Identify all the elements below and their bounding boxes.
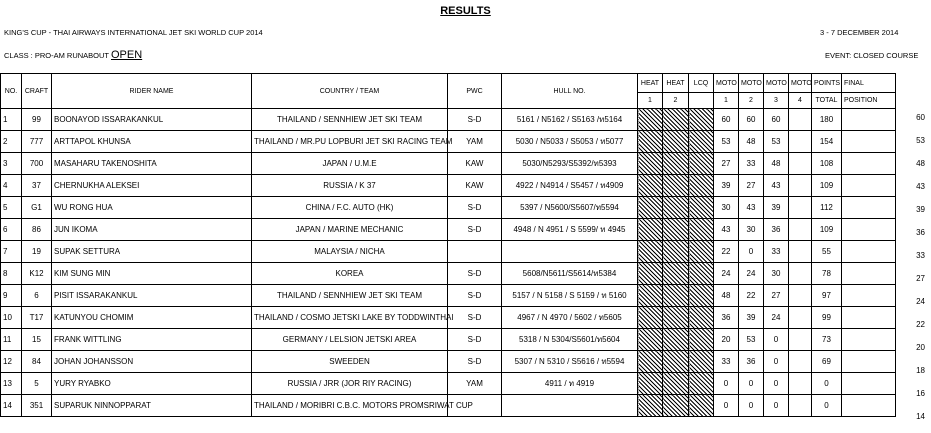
- row-lcq: [689, 351, 714, 373]
- header-moto-4: MOTO: [789, 74, 812, 93]
- row-heat-2: [663, 307, 689, 329]
- row-final-position: [842, 307, 896, 329]
- row-country: MALAYSIA / NICHA: [252, 241, 448, 263]
- row-moto-3: 0: [764, 351, 789, 373]
- row-heat-2: [663, 219, 689, 241]
- table-row: [1, 329, 896, 351]
- row-hull: 4948 / N 4951 / S 5599/ ท 4945: [502, 219, 638, 241]
- row-no: 13: [1, 373, 22, 395]
- row-moto-3: 0: [764, 373, 789, 395]
- row-moto-2: 33: [739, 153, 764, 175]
- row-moto-4: [789, 351, 812, 373]
- row-final-position: [842, 395, 896, 417]
- final-position-value: 43: [916, 182, 925, 191]
- row-heat-2: [663, 175, 689, 197]
- row-country: CHINA / F.C. AUTO (HK): [252, 197, 448, 219]
- row-rider: PISIT ISSARAKANKUL: [52, 285, 252, 307]
- row-rider: CHERNUKHA ALEKSEI: [52, 175, 252, 197]
- row-pwc: S-D: [448, 109, 502, 131]
- row-pwc: S-D: [448, 307, 502, 329]
- row-hull: 5030 / N5033 / S5053 / ท5077: [502, 131, 638, 153]
- row-moto-2: 30: [739, 219, 764, 241]
- row-moto-3: 53: [764, 131, 789, 153]
- row-moto-3: 33: [764, 241, 789, 263]
- row-final-position: [842, 329, 896, 351]
- row-hull: 5608/N5611/S5614/ท5384: [502, 263, 638, 285]
- row-total: 109: [812, 219, 842, 241]
- row-heat-1: [638, 263, 663, 285]
- subheader-moto-1: 1: [714, 93, 739, 109]
- row-moto-2: 53: [739, 329, 764, 351]
- row-hull: 5397 / N5600/S5607/ท5594: [502, 197, 638, 219]
- subheader-heat-1: 1: [638, 93, 663, 109]
- row-total: 0: [812, 395, 842, 417]
- row-country: THAILAND / SENNHIEW JET SKI TEAM: [252, 109, 448, 131]
- row-moto-2: 22: [739, 285, 764, 307]
- table-row: [1, 351, 896, 373]
- subheader-moto-3: 3: [764, 93, 789, 109]
- row-moto-3: 48: [764, 153, 789, 175]
- row-rider: YURY RYABKO: [52, 373, 252, 395]
- row-moto-2: 0: [739, 395, 764, 417]
- row-no: 3: [1, 153, 22, 175]
- event-name: KING'S CUP - THAI AIRWAYS INTERNATIONAL JET SKI WORLD CUP 2014: [4, 28, 263, 37]
- row-moto-1: 39: [714, 175, 739, 197]
- row-heat-2: [663, 351, 689, 373]
- row-moto-2: 24: [739, 263, 764, 285]
- row-heat-2: [663, 153, 689, 175]
- row-rider: KIM SUNG MIN: [52, 263, 252, 285]
- row-pwc: YAM: [448, 373, 502, 395]
- row-final-position: [842, 373, 896, 395]
- row-lcq: [689, 153, 714, 175]
- row-rider: BOONAYOD ISSARAKANKUL: [52, 109, 252, 131]
- header-row: [1, 74, 896, 93]
- row-lcq: [689, 285, 714, 307]
- row-moto-4: [789, 197, 812, 219]
- row-no: 5: [1, 197, 22, 219]
- header-country: COUNTRY / TEAM: [252, 74, 448, 109]
- row-heat-2: [663, 131, 689, 153]
- table-row: [1, 175, 896, 197]
- row-country: JAPAN / MARINE MECHANIC: [252, 219, 448, 241]
- row-moto-2: 60: [739, 109, 764, 131]
- row-craft: 86: [22, 219, 52, 241]
- row-final-position: [842, 109, 896, 131]
- row-pwc: YAM: [448, 131, 502, 153]
- table-row: [1, 219, 896, 241]
- final-position-value: 33: [916, 251, 925, 260]
- row-moto-2: 39: [739, 307, 764, 329]
- final-position-value: 48: [916, 159, 925, 168]
- row-no: 8: [1, 263, 22, 285]
- row-no: 12: [1, 351, 22, 373]
- row-total: 97: [812, 285, 842, 307]
- header-points: POINTS: [812, 74, 842, 93]
- row-moto-2: 0: [739, 241, 764, 263]
- header-lcq: LCQ: [689, 74, 714, 93]
- row-heat-1: [638, 131, 663, 153]
- subheader-total: TOTAL: [812, 93, 842, 109]
- row-total: 55: [812, 241, 842, 263]
- header-moto-3: MOTO: [764, 74, 789, 93]
- final-position-value: 53: [916, 136, 925, 145]
- table-row: [1, 285, 896, 307]
- row-pwc: S-D: [448, 329, 502, 351]
- final-position-value: 27: [916, 274, 925, 283]
- row-hull: 5161 / N5162 / S5163 /ท5164: [502, 109, 638, 131]
- row-lcq: [689, 109, 714, 131]
- final-position-value: 18: [916, 366, 925, 375]
- row-moto-2: 36: [739, 351, 764, 373]
- row-country: RUSSIA / JRR (JOR RIY RACING): [252, 373, 448, 395]
- subheader-heat-2: 2: [663, 93, 689, 109]
- row-craft: 700: [22, 153, 52, 175]
- row-hull: 5318 / N 5304/S5601/ท5604: [502, 329, 638, 351]
- table-row: [1, 197, 896, 219]
- final-position-value: 22: [916, 320, 925, 329]
- header-craft: CRAFT: [22, 74, 52, 109]
- row-moto-2: 48: [739, 131, 764, 153]
- row-heat-1: [638, 351, 663, 373]
- final-position-value: 36: [916, 228, 925, 237]
- row-moto-1: 36: [714, 307, 739, 329]
- row-no: 10: [1, 307, 22, 329]
- row-heat-2: [663, 373, 689, 395]
- row-final-position: [842, 219, 896, 241]
- row-rider: SUPAK SETTURA: [52, 241, 252, 263]
- row-hull: [502, 241, 638, 263]
- row-moto-2: 0: [739, 373, 764, 395]
- row-pwc: S-D: [448, 285, 502, 307]
- row-moto-1: 22: [714, 241, 739, 263]
- row-total: 0: [812, 373, 842, 395]
- row-pwc: S-D: [448, 197, 502, 219]
- row-craft: 19: [22, 241, 52, 263]
- row-lcq: [689, 373, 714, 395]
- event-type: EVENT: CLOSED COURSE: [825, 51, 919, 60]
- final-position-value: 39: [916, 205, 925, 214]
- row-craft: K12: [22, 263, 52, 285]
- row-total: 112: [812, 197, 842, 219]
- row-lcq: [689, 395, 714, 417]
- row-lcq: [689, 307, 714, 329]
- row-heat-1: [638, 241, 663, 263]
- row-no: 6: [1, 219, 22, 241]
- row-heat-1: [638, 197, 663, 219]
- row-moto-3: 39: [764, 197, 789, 219]
- row-heat-2: [663, 395, 689, 417]
- row-moto-3: 27: [764, 285, 789, 307]
- row-country: THAILAND / MR.PU LOPBURI JET SKI RACING TEAM: [252, 131, 448, 153]
- row-rider: ARTTAPOL KHUNSA: [52, 131, 252, 153]
- table-row: [1, 373, 896, 395]
- row-lcq: [689, 175, 714, 197]
- row-final-position: [842, 263, 896, 285]
- row-moto-4: [789, 109, 812, 131]
- page-title: RESULTS: [440, 5, 491, 17]
- row-lcq: [689, 219, 714, 241]
- row-total: 73: [812, 329, 842, 351]
- header-moto-2: MOTO: [739, 74, 764, 93]
- class-value: OPEN: [110, 49, 143, 61]
- row-moto-2: 43: [739, 197, 764, 219]
- row-moto-4: [789, 329, 812, 351]
- row-heat-2: [663, 109, 689, 131]
- row-final-position: [842, 285, 896, 307]
- row-moto-4: [789, 285, 812, 307]
- row-lcq: [689, 197, 714, 219]
- row-rider: SUPARUK NINNOPPARAT: [52, 395, 252, 417]
- final-position-value: 20: [916, 343, 925, 352]
- row-heat-2: [663, 329, 689, 351]
- row-moto-4: [789, 131, 812, 153]
- row-moto-1: 30: [714, 197, 739, 219]
- row-moto-1: 60: [714, 109, 739, 131]
- row-craft: 84: [22, 351, 52, 373]
- row-moto-4: [789, 307, 812, 329]
- row-hull: 4967 / N 4970 / 5602 / ท5605: [502, 307, 638, 329]
- row-rider: JUN IKOMA: [52, 219, 252, 241]
- row-total: 99: [812, 307, 842, 329]
- row-moto-1: 43: [714, 219, 739, 241]
- row-hull: 5157 / N 5158 / S 5159 / ท 5160: [502, 285, 638, 307]
- row-pwc: KAW: [448, 175, 502, 197]
- row-no: 11: [1, 329, 22, 351]
- row-heat-1: [638, 307, 663, 329]
- row-country: SWEEDEN: [252, 351, 448, 373]
- header-heat-2: HEAT: [663, 74, 689, 93]
- final-position-column: [895, 106, 925, 428]
- row-moto-3: 43: [764, 175, 789, 197]
- row-moto-3: 0: [764, 395, 789, 417]
- table-row: [1, 241, 896, 263]
- row-lcq: [689, 329, 714, 351]
- subheader-moto-2: 2: [739, 93, 764, 109]
- row-moto-4: [789, 153, 812, 175]
- row-rider: KATUNYOU CHOMIM: [52, 307, 252, 329]
- row-country: JAPAN / U.M.E: [252, 153, 448, 175]
- row-pwc: S-D: [448, 219, 502, 241]
- row-rider: MASAHARU TAKENOSHITA: [52, 153, 252, 175]
- row-moto-1: 20: [714, 329, 739, 351]
- row-moto-3: 0: [764, 329, 789, 351]
- row-no: 7: [1, 241, 22, 263]
- header-no: NO.: [1, 74, 22, 109]
- row-heat-1: [638, 395, 663, 417]
- row-no: 2: [1, 131, 22, 153]
- row-moto-4: [789, 219, 812, 241]
- row-craft: 37: [22, 175, 52, 197]
- row-total: 108: [812, 153, 842, 175]
- results-table: [0, 73, 896, 417]
- table-row: [1, 395, 896, 417]
- row-heat-2: [663, 285, 689, 307]
- row-country: KOREA: [252, 263, 448, 285]
- row-moto-1: 27: [714, 153, 739, 175]
- row-heat-1: [638, 175, 663, 197]
- row-craft: T17: [22, 307, 52, 329]
- event-date: 3 - 7 DECEMBER 2014: [820, 28, 899, 37]
- header-heat-1: HEAT: [638, 74, 663, 93]
- subheader-position: POSITION: [842, 93, 896, 109]
- row-hull: 5307 / N 5310 / S5616 / ท5594: [502, 351, 638, 373]
- row-rider: JOHAN JOHANSSON: [52, 351, 252, 373]
- row-heat-2: [663, 241, 689, 263]
- row-moto-3: 60: [764, 109, 789, 131]
- row-craft: G1: [22, 197, 52, 219]
- row-lcq: [689, 241, 714, 263]
- row-final-position: [842, 175, 896, 197]
- row-country: THAILAND / SENNHIEW JET SKI TEAM: [252, 285, 448, 307]
- final-position-value: 24: [916, 297, 925, 306]
- class-label: [4, 49, 142, 61]
- class-label-text: CLASS : PRO-AM RUNABOUT: [4, 51, 109, 60]
- subheader-lcq: [689, 93, 714, 109]
- row-moto-3: 30: [764, 263, 789, 285]
- row-moto-1: 0: [714, 395, 739, 417]
- row-hull: 5030/N5293/S5392/ท5393: [502, 153, 638, 175]
- row-country: THAILAND / MORIBRI C.B.C. MOTORS PROMSRIWAT CUP: [252, 395, 448, 417]
- final-position-value: 16: [916, 389, 925, 398]
- row-total: 78: [812, 263, 842, 285]
- row-moto-1: 53: [714, 131, 739, 153]
- row-total: 154: [812, 131, 842, 153]
- row-no: 14: [1, 395, 22, 417]
- row-pwc: S-D: [448, 351, 502, 373]
- row-country: GERMANY / LELSION JETSKI AREA: [252, 329, 448, 351]
- row-moto-3: 24: [764, 307, 789, 329]
- row-craft: 99: [22, 109, 52, 131]
- table-row: [1, 153, 896, 175]
- row-craft: 777: [22, 131, 52, 153]
- row-final-position: [842, 197, 896, 219]
- row-moto-4: [789, 241, 812, 263]
- row-total: 109: [812, 175, 842, 197]
- subheader-moto-4: 4: [789, 93, 812, 109]
- row-total: 180: [812, 109, 842, 131]
- row-craft: 15: [22, 329, 52, 351]
- row-lcq: [689, 131, 714, 153]
- row-final-position: [842, 241, 896, 263]
- row-no: 9: [1, 285, 22, 307]
- row-hull: 4922 / N4914 / S5457 / ท4909: [502, 175, 638, 197]
- row-final-position: [842, 351, 896, 373]
- row-moto-2: 27: [739, 175, 764, 197]
- row-final-position: [842, 131, 896, 153]
- row-moto-1: 48: [714, 285, 739, 307]
- row-total: 69: [812, 351, 842, 373]
- row-craft: 5: [22, 373, 52, 395]
- row-heat-1: [638, 153, 663, 175]
- row-country: THAILAND / COSMO JETSKI LAKE BY TODDWINTHAI: [252, 307, 448, 329]
- header-moto-1: MOTO: [714, 74, 739, 93]
- row-rider: FRANK WITTLING: [52, 329, 252, 351]
- row-pwc: [448, 241, 502, 263]
- row-heat-1: [638, 109, 663, 131]
- row-pwc: S-D: [448, 263, 502, 285]
- row-moto-1: 0: [714, 373, 739, 395]
- table-row: [1, 263, 896, 285]
- row-moto-4: [789, 175, 812, 197]
- row-craft: 351: [22, 395, 52, 417]
- row-no: 1: [1, 109, 22, 131]
- header-final: FINAL: [842, 74, 896, 93]
- row-rider: WU RONG HUA: [52, 197, 252, 219]
- row-moto-4: [789, 373, 812, 395]
- row-heat-2: [663, 197, 689, 219]
- row-lcq: [689, 263, 714, 285]
- row-heat-1: [638, 219, 663, 241]
- row-final-position: [842, 153, 896, 175]
- row-no: 4: [1, 175, 22, 197]
- row-moto-4: [789, 395, 812, 417]
- row-moto-4: [789, 263, 812, 285]
- row-craft: 6: [22, 285, 52, 307]
- header-rider: RIDER NAME: [52, 74, 252, 109]
- row-moto-1: 24: [714, 263, 739, 285]
- row-hull: 4911 / ท 4919: [502, 373, 638, 395]
- table-row: [1, 307, 896, 329]
- table-row: [1, 109, 896, 131]
- table-row: [1, 131, 896, 153]
- final-position-value: 60: [916, 113, 925, 122]
- row-heat-2: [663, 263, 689, 285]
- row-moto-1: 33: [714, 351, 739, 373]
- row-hull: [502, 395, 638, 417]
- row-heat-1: [638, 329, 663, 351]
- row-pwc: KAW: [448, 153, 502, 175]
- row-heat-1: [638, 285, 663, 307]
- row-country: RUSSIA / K 37: [252, 175, 448, 197]
- header-hull: HULL NO.: [502, 74, 638, 109]
- row-heat-1: [638, 373, 663, 395]
- row-moto-3: 36: [764, 219, 789, 241]
- header-pwc: PWC: [448, 74, 502, 109]
- final-position-value: 14: [916, 412, 925, 421]
